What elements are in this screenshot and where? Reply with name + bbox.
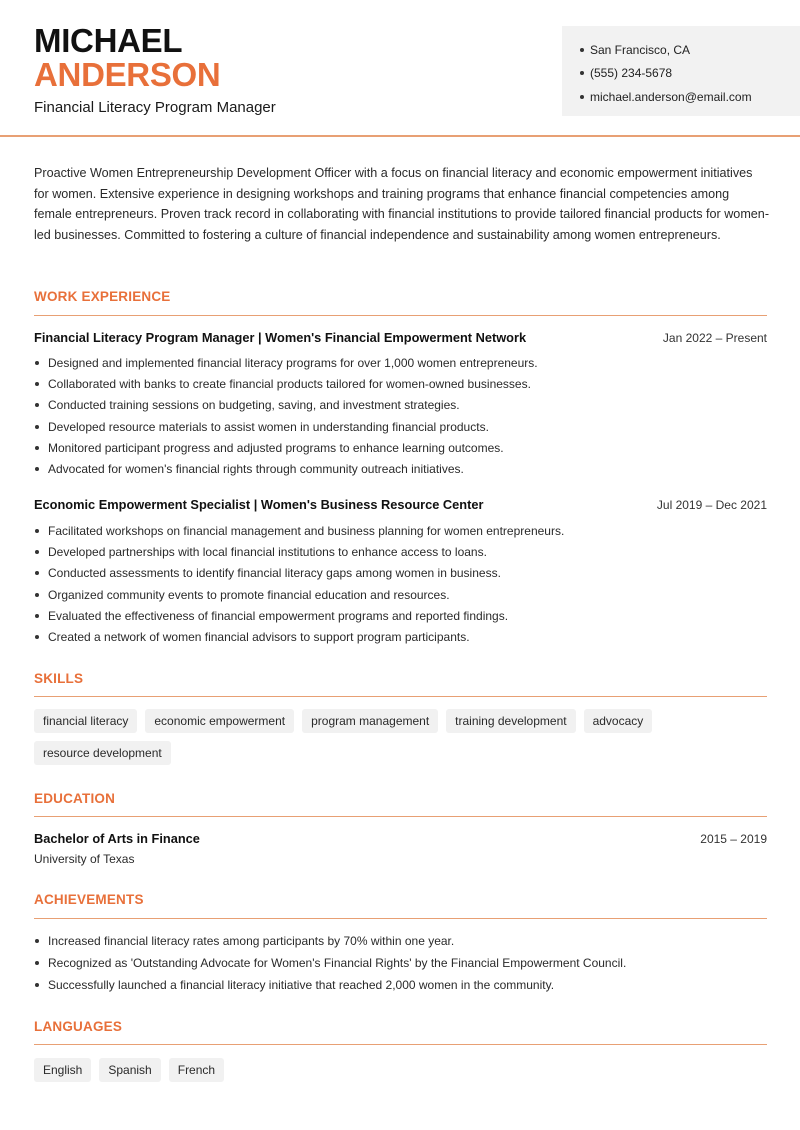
section-divider [34,918,767,919]
list-item: Developed resource materials to assist women in understanding financial products. [34,416,769,437]
list-item: Designed and implemented financial literacy programs for over 1,000 women entrepreneurs. [34,352,769,373]
bullet-icon [35,571,39,575]
bullet-icon [580,95,584,99]
degree: Bachelor of Arts in Finance [34,831,200,846]
list-item: Recognized as 'Outstanding Advocate for Women's Financial Rights' by the Financial Empowerment Council. [34,952,769,974]
list-item: Facilitated workshops on financial management and business planning for women entrepreneurs. [34,520,769,541]
skill-tag: resource development [34,741,171,765]
bullet-icon [35,425,39,429]
list-item: Created a network of women financial advisors to support program participants. [34,626,769,647]
section-title-skills: SKILLS [34,671,84,686]
bullet-icon [35,529,39,533]
section-title-languages: LANGUAGES [34,1019,123,1034]
job-role: Financial Literacy Program Manager | Women's Financial Empowerment Network [34,330,527,345]
list-item: Conducted assessments to identify financial literacy gaps among women in business. [34,563,769,584]
phone-text: (555) 234-5678 [590,66,673,81]
job-bullets [34,520,769,648]
contact-location [580,38,800,62]
bullet-icon [35,939,39,943]
bullet-icon [35,635,39,639]
bullet-icon [35,983,39,987]
resume-header [0,0,800,137]
skill-tag: advocacy [584,709,653,733]
education-header [34,831,767,846]
list-item: Successfully launched a financial literacy initiative that reached 2,000 women in the community. [34,974,769,996]
headline-title: Financial Literacy Program Manager [34,99,276,116]
section-divider [34,696,767,697]
contact-box [562,26,800,116]
skill-tag: financial literacy [34,709,137,733]
list-item: Increased financial literacy rates among participants by 70% within one year. [34,930,769,952]
last-name: ANDERSON [34,56,221,93]
job-header [34,330,767,345]
bullet-icon [35,593,39,597]
job-dates: Jan 2022 – Present [662,331,767,345]
language-tag: Spanish [99,1058,160,1082]
section-divider [34,1044,767,1045]
job-header [34,497,767,512]
bullet-icon [35,614,39,618]
skill-tag: program management [302,709,438,733]
bullet-icon [35,403,39,407]
achievement-bullets [34,930,769,996]
section-title-achievements: ACHIEVEMENTS [34,892,144,907]
job-role: Economic Empowerment Specialist | Women's Business Resource Center [34,497,484,512]
section-divider [34,816,767,817]
first-name: MICHAEL [34,22,183,59]
contact-phone [580,62,800,86]
location-text: San Francisco, CA [590,42,691,57]
bullet-icon [580,71,584,75]
bullet-icon [35,446,39,450]
bullet-icon [35,382,39,386]
language-tag: French [169,1058,224,1082]
list-item: Evaluated the effectiveness of financial empowerment programs and reported findings. [34,605,769,626]
skill-tag: economic empowerment [145,709,294,733]
job-bullets [34,352,769,480]
language-tags [34,1058,774,1082]
list-item: Organized community events to promote financial education and resources. [34,584,769,605]
bullet-icon [35,361,39,365]
contact-email[interactable] [580,85,800,109]
job-dates: Jul 2019 – Dec 2021 [656,498,767,512]
bullet-icon [35,550,39,554]
email-text[interactable]: michael.anderson@email.com [590,89,752,104]
list-item: Developed partnerships with local financial institutions to enhance access to loans. [34,541,769,562]
list-item: Collaborated with banks to create financial products tailored for women-owned businesses. [34,373,769,394]
language-tag: English [34,1058,91,1082]
section-title-work: WORK EXPERIENCE [34,289,171,304]
list-item: Advocated for women's financial rights through community outreach initiatives. [34,458,769,479]
summary-paragraph: Proactive Women Entrepreneurship Development Officer with a focus on financial literacy and economic empowerment initiatives for women. Extensive experience in designing workshops and training programs that enhance financial competencies among female entrepreneurs. Proven track record in collaborating with financial institutions to provide tailored financial products for women-led businesses. Committed to fostering a culture of financial independence and sustainability among women entrepreneurs. [34,166,770,242]
bullet-icon [35,961,39,965]
list-item: Conducted training sessions on budgeting, saving, and investment strategies. [34,395,769,416]
school: University of Texas [34,852,135,866]
skill-tag: training development [446,709,575,733]
education-dates: 2015 – 2019 [700,832,767,846]
skills-tags [34,709,774,765]
list-item: Monitored participant progress and adjusted programs to enhance learning outcomes. [34,437,769,458]
section-title-education: EDUCATION [34,791,116,806]
bullet-icon [35,467,39,471]
section-divider [34,315,767,316]
bullet-icon [580,48,584,52]
